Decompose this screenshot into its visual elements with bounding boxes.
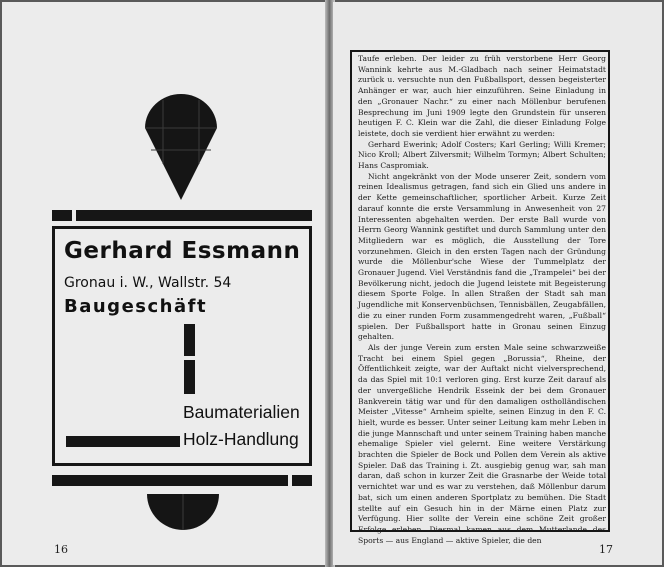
company-trade: Baugeschäft [64,296,208,317]
article-text [358,54,606,546]
page-number-left: 16 [54,543,68,556]
product-rule [66,436,180,447]
vertical-accent-short [184,324,195,356]
top-rule [76,210,312,221]
paragraph: Als der junge Verein zum ersten Male seine schwarzweiße Tracht bei einem Spiel gegen „Borussia“, Rheine, der Öffentlichkeit zeigte, war der Auftakt nicht vielversprechend, da das Spiel mit 10:1 verloren ging. Erst kurze Zeit darauf als der unvergeßliche Hendrik Esseink der bei dem Gronauer Bankverein tätig war und für den damaligen ostholländischen Meister „Vitesse“ Arnheim spielte, seinen Einzug in den F. C. hielt, wurde es besser. Unter seiner Leitung kam mehr Leben in die junge Mannschaft und unter seinem Training haben manche ehemalige Spieler viel gelernt. Eine weitere Verstärkung brachten die Spieler de Bock und Pollen dem Verein als aktive Spieler. Daß das Training i. Zt. ausgiebig genug war, sah man daran, daß schon in kurzer Zeit die Grasnarbe der Weide total vernichtet war und es war zu verstehen, daß Möllenbur darum bat, sich um einen anderen Sportplatz zu bemühen. Die Stadt stellte auf ein Gesuch hin in der Märne einen Platz zur Verfügung. Hier sollte der Verein eine schöne Zeit großer Erfolge erleben. Diesmal kamen aus dem Mutterlande des Sports — aus England — aktive Spieler, die den [358,342,606,545]
bottom-rule-left-block [52,475,288,486]
paragraph: Gerhard Ewerink; Adolf Costers; Karl Gerling; Willi Kremer; Nico Kroll; Albert Zilversmit; Wilhelm Tormyn; Albert Schulten; Hans Caspromiak. [358,139,606,171]
company-name: Gerhard Essmann [64,238,301,264]
bottom-rule-right-block [292,475,312,486]
company-address: Gronau i. W., Wallstr. 54 [64,275,232,291]
paragraph: Taufe erleben. Der leider zu früh verstorbene Herr Georg Wannink kehrte aus M.-Gladbach nach seiner Heimatstadt zurück u. versuchte nun den Fußballsport, dessen begeisterter Anhänger er war, auch hier einzuführen. Seine Einladung in den „Gronauer Nachr.“ zu einer nach Möllenbur berufenen Besprechung im Juni 1909 legte den Grundstein für unseren heutigen F. C. Klein war die Zahl, die dieser Einladung Folge leistete, doch sie verdient hier erwähnt zu werden: [358,54,606,138]
half-disc-ornament [147,494,219,530]
top-rule-left-block [52,210,72,221]
vertical-accent-long [184,360,195,394]
page-number-right: 17 [599,543,613,556]
paragraph: Nicht angekränkt von der Mode unserer Zeit, sondern vom reinen Idealismus getragen, fand sich ein Glied uns andere in der Kette gemeinschaftlicher, sportlicher Arbeit. Kurze Zeit darauf konnte die erste Versammlung in Anwesenheit von 27 Interessenten abgehalten werden. Der erste Ball wurde von Herrn Georg Wannink gestiftet und durch Sammlung unter den Mitgliedern war es möglich, die Ausstellung der Tore vorzunehmen. Gleich in den ersten Tagen nach der Gründung wurde die Möllenbur'sche Wiese der Tummelplatz der Gronauer Jugend. Viel Verständnis fand die „Trampelei“ bei der Bevölkerung nicht, jedoch die Jugend leistete mit Begeisterung diesem Sporte Folge. In allen Straßen der Stadt sah man Jugendliche mit Konservenbüchsen, Tennisbällen, Zeugabfällen, die zu einer runden Form zusammengedreht waren, „Fußball“ spielen. Der Fußballsport hatte in Gronau seinen Einzug gehalten. [358,171,606,342]
product-building-materials: Baumaterialien [183,402,300,422]
product-timber-trade: Holz-Handlung [183,429,299,449]
teardrop-ornament [145,94,217,200]
